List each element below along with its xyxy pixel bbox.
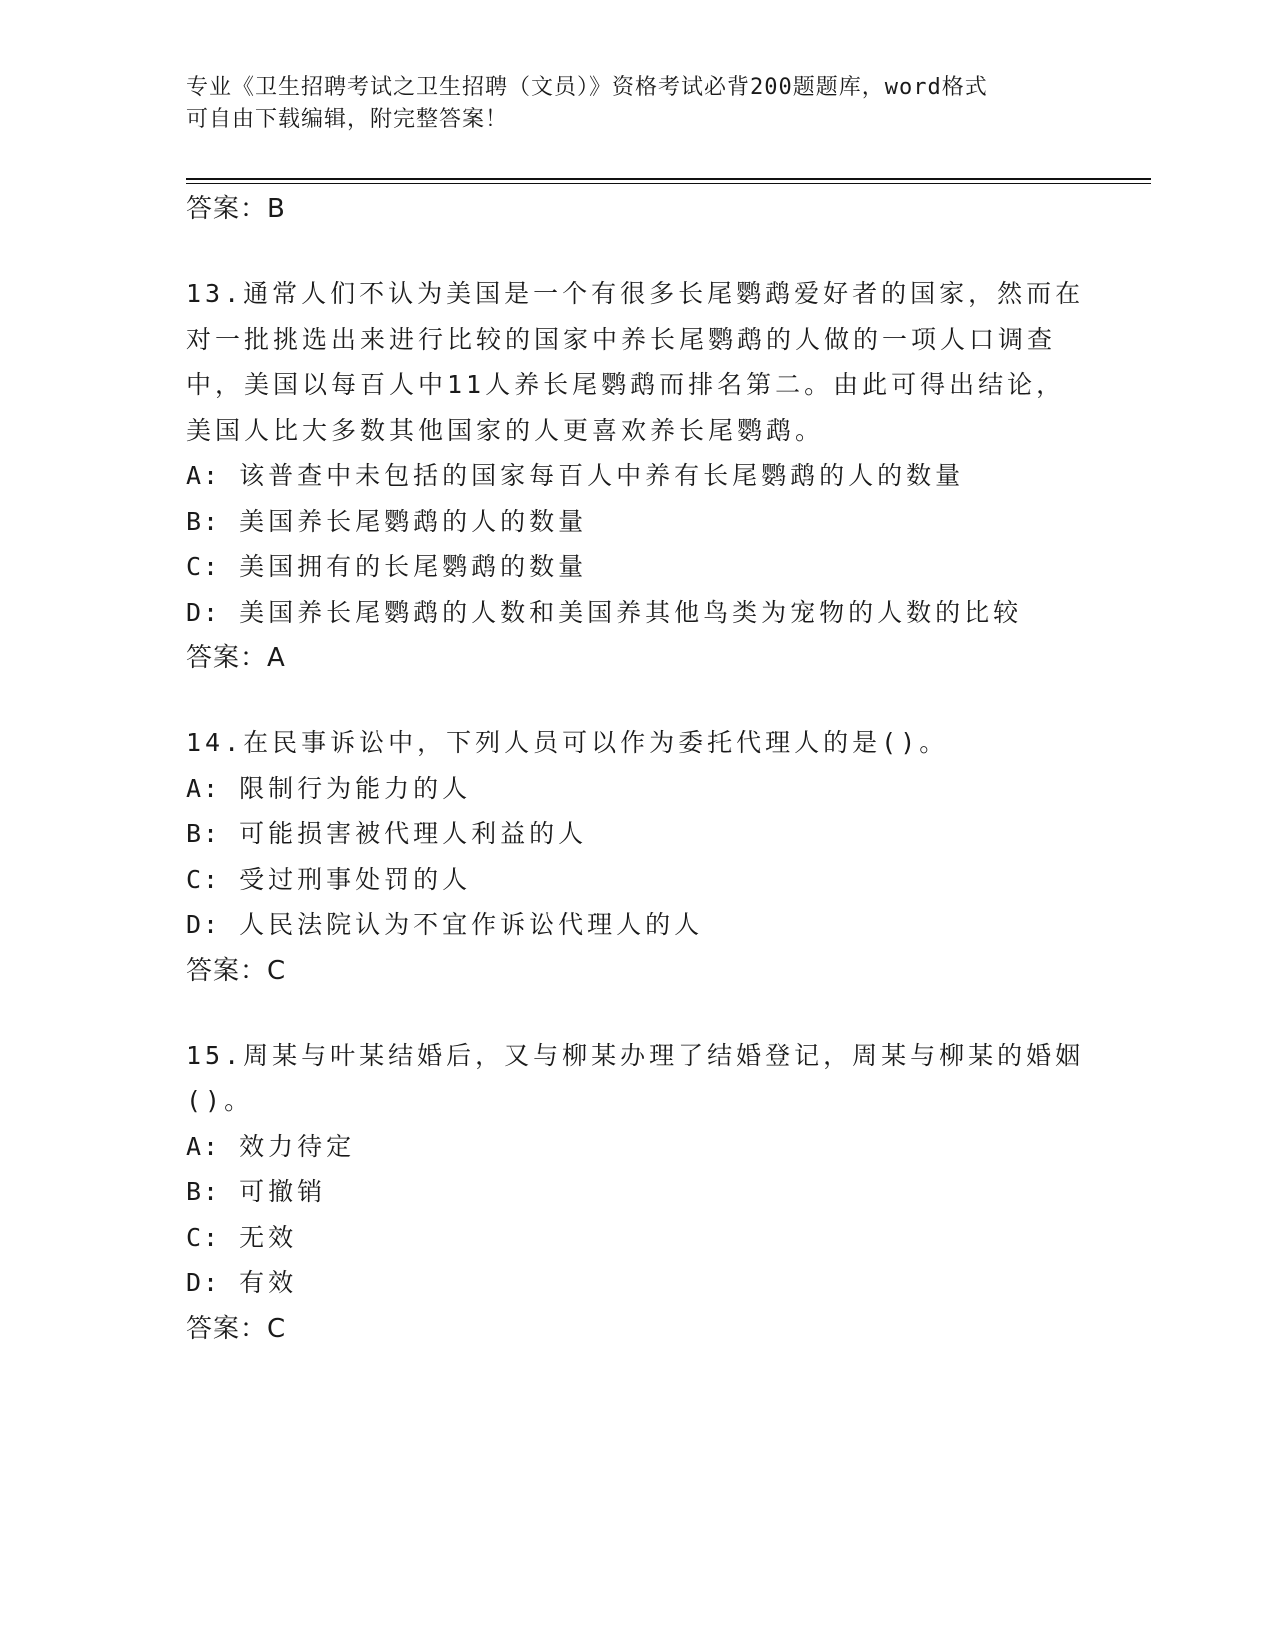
option-key: A: [186,461,221,490]
option-d [186,590,1086,636]
option-text: 无效 [239,1222,298,1252]
spacer [186,681,1086,720]
option-a [186,453,1086,499]
option-text: 有效 [239,1268,298,1297]
header-rule-thin [186,183,1151,184]
document-header [186,72,1066,136]
question-text: 15.周某与叶某结婚后，又与柳某办理了结婚登记，周某与柳某的婚姻 [186,1040,1085,1070]
option-text: 受过刑事处罚的人 [239,864,472,894]
option-key: B: [186,1177,221,1206]
option-a [186,1124,1086,1170]
header-line-1: 专业《卫生招聘考试之卫生招聘（文员）》资格考试必背200题题库，word格式 [186,75,988,100]
option-text: 可撤销 [239,1177,327,1206]
option-text: 限制行为能力的人 [239,773,472,803]
option-key: C: [186,864,221,894]
option-c [186,544,1086,590]
answer-line: 答案：A [186,643,286,673]
spacer [186,994,1086,1033]
option-key: D: [186,910,221,939]
option-d [186,1260,1086,1306]
question-14 [186,720,1086,994]
option-key: D: [186,597,221,627]
option-b [186,1169,1086,1215]
question-15 [186,1033,1086,1352]
header-rule-thick [186,178,1151,180]
question-text: 中，美国以每百人中11人养长尾鹦鹉而排名第二。由此可得出结论， [186,370,1066,399]
option-c [186,1215,1086,1261]
header-line-2: 可自由下载编辑，附完整答案！ [186,107,509,132]
question-text: 对一批挑选出来进行比较的国家中养长尾鹦鹉的人做的一项人口调查 [186,324,1057,354]
question-text: 14.在民事诉讼中，下列人员可以作为委托代理人的是()。 [186,728,949,757]
previous-answer: 答案：B [186,194,286,224]
option-a [186,766,1086,812]
answer-line: 答案：C [186,1313,287,1344]
option-key: A: [186,773,221,803]
question-text: 13.通常人们不认为美国是一个有很多长尾鹦鹉爱好者的国家，然而在 [186,279,1085,308]
option-text: 该普查中未包括的国家每百人中养有长尾鹦鹉的人的数量 [239,461,965,490]
option-b [186,811,1086,857]
question-13 [186,271,1086,681]
option-key: C: [186,552,221,581]
question-text: 美国人比大多数其他国家的人更喜欢养长尾鹦鹉。 [186,415,825,445]
option-text: 人民法院认为不宜作诉讼代理人的人 [239,910,704,939]
option-c [186,857,1086,903]
option-key: B: [186,506,221,536]
option-key: C: [186,1222,221,1252]
option-text: 效力待定 [239,1131,356,1161]
question-text: ()。 [186,1086,254,1115]
answer-line: 答案：C [186,955,287,986]
spacer [186,232,1086,271]
option-key: B: [186,819,221,848]
option-text: 美国拥有的长尾鹦鹉的数量 [239,552,588,581]
option-text: 美国养长尾鹦鹉的人的数量 [239,506,588,536]
option-key: A: [186,1131,221,1161]
option-d [186,902,1086,948]
option-b [186,499,1086,545]
document-body [186,186,1086,1352]
option-key: D: [186,1268,221,1297]
option-text: 可能损害被代理人利益的人 [239,819,588,848]
option-text: 美国养长尾鹦鹉的人数和美国养其他鸟类为宠物的人数的比较 [239,597,1023,627]
